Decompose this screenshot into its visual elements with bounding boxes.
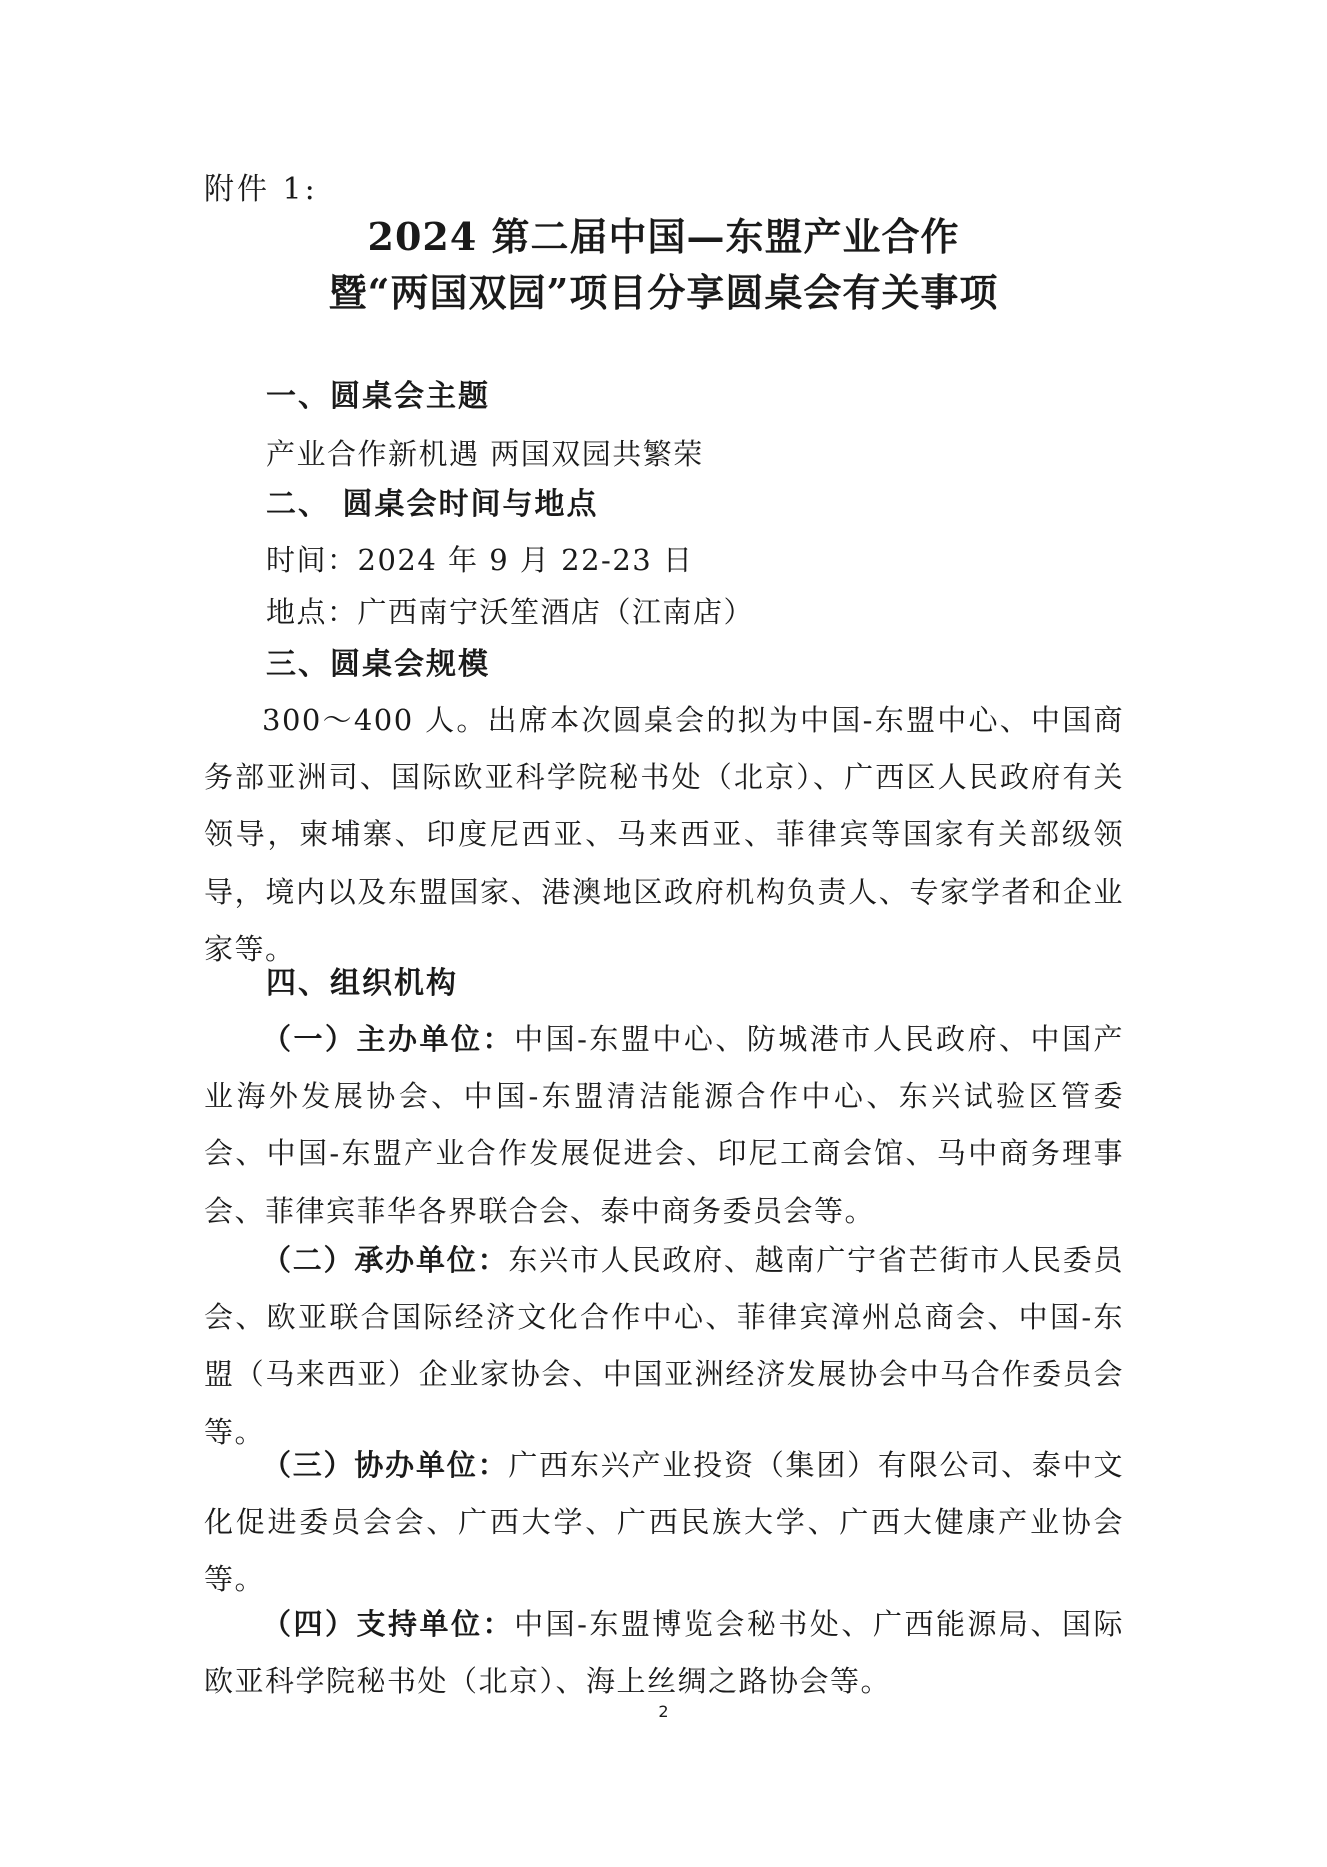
section-4-heading: 四、组织机构 xyxy=(266,966,458,1001)
co-organizer-units-paragraph xyxy=(204,1437,1124,1609)
section-3-heading: 三、圆桌会规模 xyxy=(266,647,490,682)
support-units-text: 中国-东盟博览会秘书处、广西能源局、国际欧亚科学院秘书处（北京）、海上丝绸之路协会等。 xyxy=(204,1607,1124,1699)
co-organizer-units-label: （三）协办单位： xyxy=(262,1448,509,1482)
organizer-units-text: 东兴市人民政府、越南广宁省芒街市人民委员会、欧亚联合国际经济文化合作中心、菲律宾漳州总商会、中国-东盟（马来西亚）企业家协会、中国亚洲经济发展协会中马合作委员会等。 xyxy=(204,1243,1124,1449)
section-2-time: 时间：2024 年 9 月 22-23 日 xyxy=(266,543,694,577)
attachment-label: 附件 1: xyxy=(204,172,318,207)
host-units-text: 中国-东盟中心、防城港市人民政府、中国产业海外发展协会、中国-东盟清洁能源合作中心、东兴试验区管委会、中国-东盟产业合作发展促进会、印尼工商会馆、马中商务理事会、菲律宾菲华各界联合会、泰中商务委员会等。 xyxy=(204,1022,1124,1228)
support-units-label: （四）支持单位： xyxy=(262,1607,515,1641)
section-1-heading: 一、圆桌会主题 xyxy=(266,379,490,414)
section-2-place: 地点：广西南宁沃笙酒店（江南店） xyxy=(266,595,755,629)
host-units-label: （一）主办单位： xyxy=(262,1022,515,1056)
co-organizer-units-text: 广西东兴产业投资（集团）有限公司、泰中文化促进委员会会、广西大学、广西民族大学、广西大健康产业协会等。 xyxy=(204,1448,1124,1597)
section-1-text: 产业合作新机遇 两国双园共繁荣 xyxy=(266,437,704,471)
host-units-paragraph xyxy=(204,1011,1124,1240)
support-units-paragraph xyxy=(204,1596,1124,1710)
section-3-paragraph: 300～400 人。出席本次圆桌会的拟为中国-东盟中心、中国商务部亚洲司、国际欧亚科学院秘书处（北京）、广西区人民政府有关领导，柬埔寨、印度尼西亚、马来西亚、菲律宾等国家有关部级领导，境内以及东盟国家、港澳地区政府机构负责人、专家学者和企业家等。 xyxy=(204,703,1124,966)
page-number: 2 xyxy=(658,1702,669,1721)
organizer-units-label: （二）承办单位： xyxy=(262,1243,509,1277)
document-title-line-1: 2024 第二届中国—东盟产业合作 xyxy=(367,214,960,259)
document-title-line-2: 暨“两国双园”项目分享圆桌会有关事项 xyxy=(328,270,999,315)
organizer-units-paragraph xyxy=(204,1232,1124,1461)
section-2-heading: 二、 圆桌会时间与地点 xyxy=(266,487,599,522)
